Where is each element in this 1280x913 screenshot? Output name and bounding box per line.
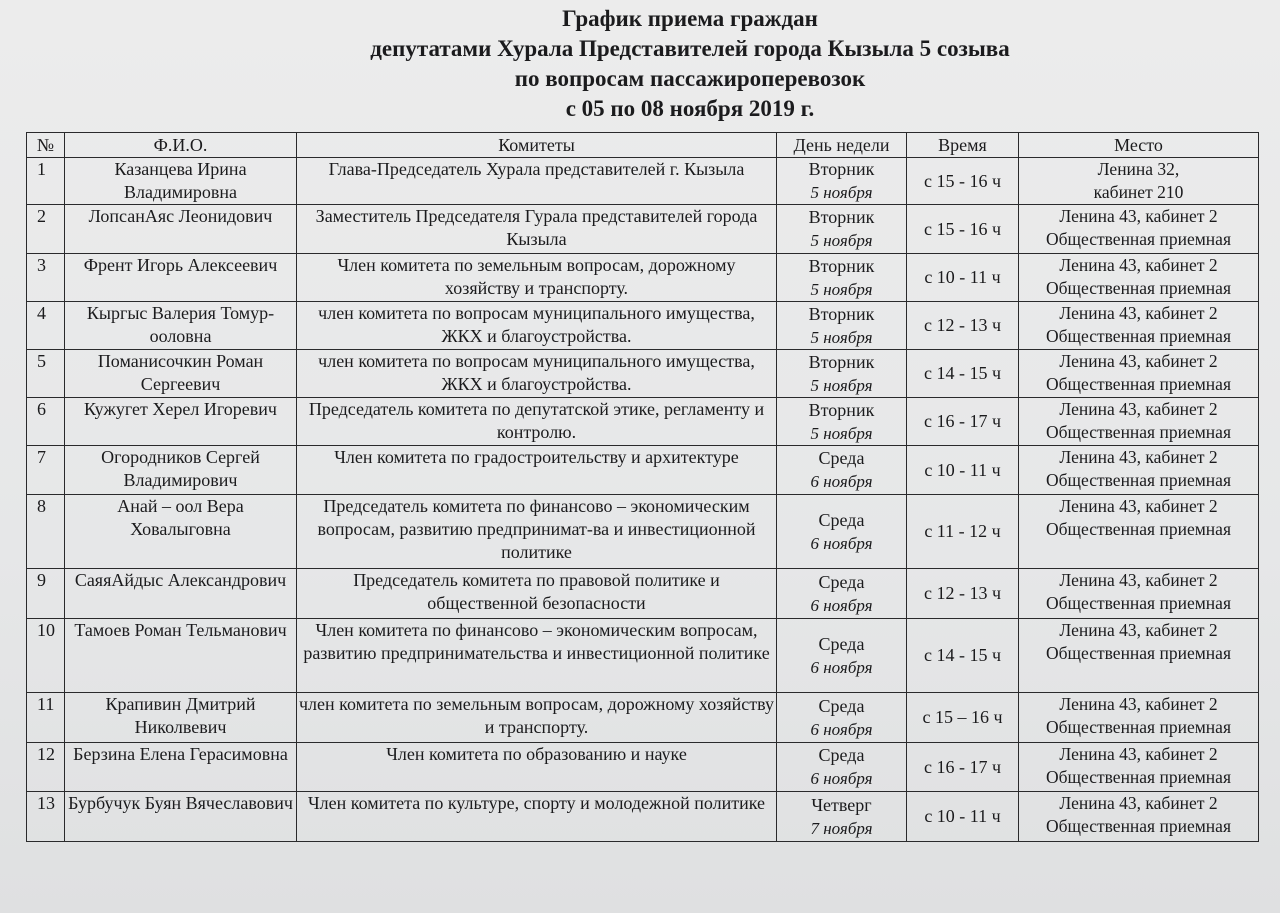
row-number: 11 xyxy=(27,693,65,743)
place-address: Ленина 43, кабинет 2 xyxy=(1059,206,1218,226)
place-detail: Общественная приемная xyxy=(1046,816,1231,836)
weekday: Вторник xyxy=(808,399,875,420)
place-address: Ленина 43, кабинет 2 xyxy=(1059,620,1218,640)
day-cell xyxy=(777,350,907,398)
place-cell xyxy=(1019,205,1259,254)
time-cell: с 14 - 15 ч xyxy=(907,619,1019,693)
place-detail: Общественная приемная xyxy=(1046,717,1231,737)
time-cell: с 14 - 15 ч xyxy=(907,350,1019,398)
place-address: Ленина 43, кабинет 2 xyxy=(1059,694,1218,714)
row-number: 6 xyxy=(27,398,65,446)
place-detail: Общественная приемная xyxy=(1046,470,1231,490)
time-cell: с 10 - 11 ч xyxy=(907,792,1019,842)
time-cell: с 16 - 17 ч xyxy=(907,398,1019,446)
time-cell: с 16 - 17 ч xyxy=(907,743,1019,792)
place-detail: Общественная приемная xyxy=(1046,422,1231,442)
committee-cell: Председатель комитета по депутатской этике, регламенту и контролю. xyxy=(297,398,777,446)
table-row xyxy=(27,693,1259,743)
time-cell: с 12 - 13 ч xyxy=(907,302,1019,350)
day-cell xyxy=(777,446,907,495)
table-row xyxy=(27,205,1259,254)
committee-cell: член комитета по вопросам муниципального имущества, ЖКХ и благоустройства. xyxy=(297,350,777,398)
table-row xyxy=(27,792,1259,842)
table-row xyxy=(27,495,1259,569)
place-address: Ленина 43, кабинет 2 xyxy=(1059,351,1218,371)
day-cell xyxy=(777,619,907,693)
date: 6 ноября xyxy=(810,769,873,788)
title-line-4: с 05 по 08 ноября 2019 г. xyxy=(565,96,815,121)
weekday: Вторник xyxy=(808,303,875,324)
deputy-name: Поманисочкин Роман Сергеевич xyxy=(65,350,297,398)
header-committee: Комитеты xyxy=(297,133,777,158)
committee-cell: Председатель комитета по правовой политике и общественной безопасности xyxy=(297,569,777,619)
date: 6 ноября xyxy=(810,595,873,615)
deputy-name: Френт Игорь Алексеевич xyxy=(65,254,297,302)
place-cell xyxy=(1019,792,1259,842)
place-detail: Общественная приемная xyxy=(1046,593,1231,613)
table-row xyxy=(27,254,1259,302)
table-row xyxy=(27,158,1259,205)
deputy-name: Кужугет Херел Игоревич xyxy=(65,398,297,446)
row-number: 4 xyxy=(27,302,65,350)
weekday: Вторник xyxy=(808,207,875,227)
place-detail: Общественная приемная xyxy=(1046,519,1231,539)
place-detail: Общественная приемная xyxy=(1046,643,1231,663)
time-cell: с 10 - 11 ч xyxy=(907,254,1019,302)
weekday: Среда xyxy=(818,633,865,654)
time-cell: с 15 - 16 ч xyxy=(907,158,1019,205)
committee-cell: Член комитета по градостроительству и архитектуре xyxy=(297,446,777,495)
row-number: 9 xyxy=(27,569,65,619)
committee-cell: Член комитета по образованию и науке xyxy=(297,743,777,792)
time-cell: с 11 - 12 ч xyxy=(907,495,1019,569)
date: 5 ноября xyxy=(810,375,873,395)
weekday: Среда xyxy=(818,448,865,468)
schedule-table xyxy=(26,132,1259,842)
time-cell: с 10 - 11 ч xyxy=(907,446,1019,495)
place-detail: Общественная приемная xyxy=(1046,374,1231,394)
title-line-3: по вопросам пассажироперевозок xyxy=(514,66,866,91)
committee-cell: Член комитета по финансово – экономическим вопросам, развитию предпринимательства и инвестиционной политике xyxy=(297,619,777,693)
committee-cell: Член комитета по земельным вопросам, дорожному хозяйству и транспорту. xyxy=(297,254,777,302)
place-detail: Общественная приемная xyxy=(1046,767,1231,787)
committee-cell: член комитета по вопросам муниципального имущества, ЖКХ и благоустройства. xyxy=(297,302,777,350)
place-detail: Общественная приемная xyxy=(1046,326,1231,346)
place-detail: Общественная приемная xyxy=(1046,229,1231,249)
time-cell: с 12 - 13 ч xyxy=(907,569,1019,619)
committee-cell: Председатель комитета по финансово – экономическим вопросам, развитию предпринимат-ва и инвестиционной политике xyxy=(297,495,777,569)
committee-cell: член комитета по земельным вопросам, дорожному хозяйству и транспорту. xyxy=(297,693,777,743)
date: 6 ноября xyxy=(810,719,873,739)
place-cell xyxy=(1019,302,1259,350)
day-cell xyxy=(777,158,907,205)
row-number: 3 xyxy=(27,254,65,302)
row-number: 7 xyxy=(27,446,65,495)
committee-cell: Глава-Председатель Хурала представителей г. Кызыла xyxy=(297,158,777,205)
place-address: Ленина 43, кабинет 2 xyxy=(1059,793,1218,813)
place-cell xyxy=(1019,569,1259,619)
deputy-name: ЛопсанАяс Леонидович xyxy=(65,205,297,254)
row-number: 1 xyxy=(27,158,65,205)
table-row xyxy=(27,446,1259,495)
place-address: Ленина 43, кабинет 2 xyxy=(1059,496,1218,516)
date: 5 ноября xyxy=(810,327,873,347)
time-cell: с 15 - 16 ч xyxy=(907,205,1019,254)
weekday: Среда xyxy=(818,571,865,592)
place-cell xyxy=(1019,619,1259,693)
title-line-1: График приема граждан xyxy=(562,6,818,31)
place-cell xyxy=(1019,693,1259,743)
weekday: Вторник xyxy=(808,255,875,276)
committee-cell: Заместитель Председателя Гурала представителей города Кызыла xyxy=(297,205,777,254)
deputy-name: Тамоев Роман Тельманович xyxy=(65,619,297,693)
row-number: 2 xyxy=(27,205,65,254)
deputy-name: Бурбучук Буян Вячеславович xyxy=(65,792,297,842)
table-row xyxy=(27,302,1259,350)
document-title xyxy=(0,4,1280,124)
day-cell xyxy=(777,743,907,792)
place-cell xyxy=(1019,254,1259,302)
row-number: 8 xyxy=(27,495,65,569)
date: 6 ноября xyxy=(810,657,873,677)
date: 6 ноября xyxy=(810,533,873,553)
table-header-row xyxy=(27,133,1259,158)
day-cell xyxy=(777,495,907,569)
row-number: 13 xyxy=(27,792,65,842)
time-cell: с 15 – 16 ч xyxy=(907,693,1019,743)
place-address: Ленина 32, xyxy=(1097,159,1180,179)
place-address: Ленина 43, кабинет 2 xyxy=(1059,447,1218,467)
row-number: 5 xyxy=(27,350,65,398)
date: 5 ноября xyxy=(810,183,873,202)
place-address: Ленина 43, кабинет 2 xyxy=(1059,255,1218,275)
deputy-name: Огородников Сергей Владимирович xyxy=(65,446,297,495)
table-row xyxy=(27,743,1259,792)
place-cell xyxy=(1019,446,1259,495)
table-row xyxy=(27,619,1259,693)
header-place: Место xyxy=(1019,133,1259,158)
row-number: 12 xyxy=(27,743,65,792)
table-row xyxy=(27,350,1259,398)
deputy-name: Казанцева Ирина Владимировна xyxy=(65,158,297,205)
place-cell xyxy=(1019,398,1259,446)
header-name: Ф.И.О. xyxy=(65,133,297,158)
place-address: Ленина 43, кабинет 2 xyxy=(1059,570,1218,590)
place-address: Ленина 43, кабинет 2 xyxy=(1059,303,1218,323)
place-cell xyxy=(1019,743,1259,792)
committee-cell: Член комитета по культуре, спорту и молодежной политике xyxy=(297,792,777,842)
day-cell xyxy=(777,792,907,842)
header-time: Время xyxy=(907,133,1019,158)
date: 7 ноября xyxy=(810,818,873,838)
table-row xyxy=(27,398,1259,446)
date: 5 ноября xyxy=(810,231,873,250)
place-cell xyxy=(1019,158,1259,205)
place-detail: кабинет 210 xyxy=(1093,182,1184,202)
date: 5 ноября xyxy=(810,279,873,299)
place-detail: Общественная приемная xyxy=(1046,278,1231,298)
deputy-name: СаяяАйдыс Александрович xyxy=(65,569,297,619)
day-cell xyxy=(777,254,907,302)
header-day: День недели xyxy=(777,133,907,158)
day-cell xyxy=(777,693,907,743)
weekday: Вторник xyxy=(808,159,875,179)
weekday: Четверг xyxy=(811,794,872,815)
date: 5 ноября xyxy=(810,423,873,443)
deputy-name: Кыргыс Валерия Томур-ооловна xyxy=(65,302,297,350)
row-number: 10 xyxy=(27,619,65,693)
deputy-name: Крапивин Дмитрий Николвевич xyxy=(65,693,297,743)
day-cell xyxy=(777,205,907,254)
place-cell xyxy=(1019,350,1259,398)
header-num: № xyxy=(27,133,65,158)
deputy-name: Берзина Елена Герасимовна xyxy=(65,743,297,792)
place-address: Ленина 43, кабинет 2 xyxy=(1059,399,1218,419)
day-cell xyxy=(777,398,907,446)
place-address: Ленина 43, кабинет 2 xyxy=(1059,744,1218,764)
table-row xyxy=(27,569,1259,619)
weekday: Среда xyxy=(818,745,865,765)
weekday: Вторник xyxy=(808,351,875,372)
weekday: Среда xyxy=(818,695,865,716)
title-line-2: депутатами Хурала Представителей города Кызыла 5 созыва xyxy=(370,36,1010,61)
place-cell xyxy=(1019,495,1259,569)
date: 6 ноября xyxy=(810,472,873,491)
deputy-name: Анай – оол Вера Ховалыговна xyxy=(65,495,297,569)
weekday: Среда xyxy=(818,509,865,530)
day-cell xyxy=(777,302,907,350)
day-cell xyxy=(777,569,907,619)
